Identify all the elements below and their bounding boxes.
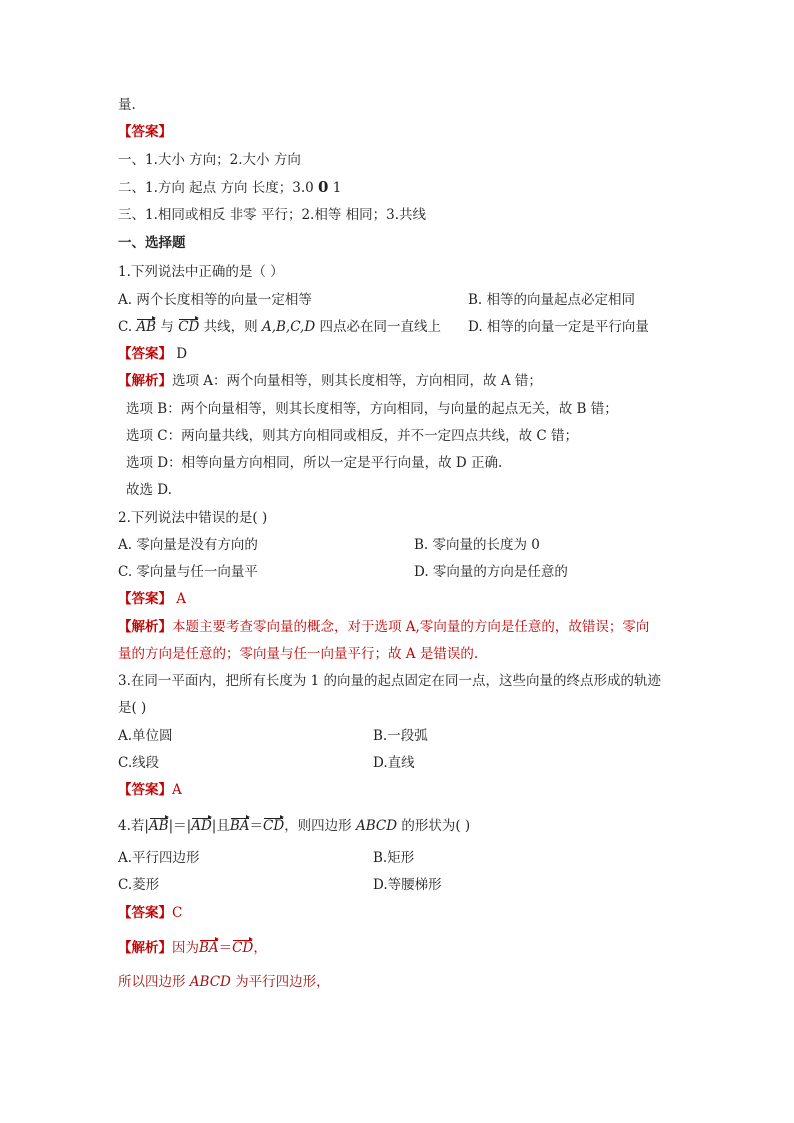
vector-ad: AD (191, 818, 212, 834)
question-1-explanation-3: 选项 C：两向量共线，则其方向相同或相反，并不一定四点共线，故 C 错； (126, 428, 579, 444)
section-title: 一、选择题 (118, 235, 186, 251)
option-b: B.矩形 (373, 850, 415, 866)
question-4-options-row-2 (118, 876, 442, 894)
vector-cd: CD (232, 940, 254, 956)
option-d: D.直线 (373, 755, 415, 771)
question-4-options-row-1 (118, 849, 415, 867)
text-line: 量. (118, 97, 136, 113)
vector-ba: BA (229, 818, 250, 834)
question-3-answer: 【答案】A (118, 782, 182, 798)
question-1-explanation-4: 选项 D：相等向量方向相同，所以一定是平行向量，故 D 正确. (126, 455, 503, 471)
option-b: B. 相等的向量起点必定相同 (468, 292, 636, 308)
question-1-explanation-5: 故选 D. (126, 482, 172, 498)
question-2-stem: 2.下列说法中错误的是( ) (118, 510, 268, 526)
answer-line-1: 一、1.大小 方向；2.大小 方向 (118, 152, 301, 168)
vector-cd: CD (263, 818, 285, 834)
option-c: C. AB 与 CD 共线，则 A,B,C,D 四点必在同一直线上 (118, 319, 441, 335)
option-c: C. 零向量与任一向量平 (118, 564, 258, 580)
option-a: A. 两个长度相等的向量一定相等 (118, 292, 312, 308)
vector-cd: CD (178, 319, 200, 335)
vector-ab: AB (136, 319, 157, 335)
option-b: B.一段弧 (373, 728, 428, 744)
option-c: C.菱形 (118, 877, 160, 893)
question-1-explanation-1: 【解析】选项 A：两个向量相等，则其长度相等，方向相同，故 A 错； (118, 373, 542, 389)
answer-heading: 【答案】 (118, 124, 172, 140)
question-4-stem: 4.若|AB|＝|AD|且BA＝CD，则四边形 ABCD 的形状为( ) (118, 818, 471, 834)
option-d: D. 相等的向量一定是平行向量 (468, 319, 649, 335)
question-2-options-row-2 (118, 563, 568, 581)
question-4-explanation-2: 所以四边形 ABCD 为平行四边形， (118, 974, 330, 990)
question-1-options-row-1 (118, 291, 636, 309)
option-c: C.线段 (118, 755, 160, 771)
question-4-explanation-1: 【解析】因为BA＝CD， (118, 940, 267, 956)
option-b: B. 零向量的长度为 0 (414, 537, 540, 553)
question-1-answer: 【答案】 D (118, 346, 188, 362)
vector-ab: AB (148, 818, 169, 834)
option-a: A. 零向量是没有方向的 (118, 537, 258, 553)
option-a: A.单位圆 (118, 728, 173, 744)
question-2-explanation-1: 【解析】本题主要考查零向量的概念，对于选项 A,零向量的方向是任意的，故错误；零向 (118, 619, 650, 635)
question-1-stem: 1.下列说法中正确的是（ ） (118, 264, 284, 280)
question-3-stem-1: 3.在同一平面内，把所有长度为 1 的向量的起点固定在同一点，这些向量的终点形成的轨迹 (118, 673, 662, 689)
question-1-explanation-2: 选项 B：两个向量相等，则其长度相等，方向相同，与向量的起点无关，故 B 错； (126, 401, 618, 417)
question-3-options-row-2 (118, 754, 415, 772)
vector-ba: BA (199, 940, 219, 956)
question-2-answer: 【答案】 A (118, 591, 187, 607)
option-d: D.等腰梯形 (373, 877, 442, 893)
answer-line-3: 三、1.相同或相反 非零 平行；2.相等 相同；3.共线 (118, 207, 427, 223)
option-d: D. 零向量的方向是任意的 (414, 564, 568, 580)
question-4-answer: 【答案】C (118, 905, 183, 921)
question-3-stem-2: 是( ) (118, 700, 147, 716)
question-1-options-row-2 (118, 318, 649, 336)
question-2-explanation-2: 量的方向是任意的；零向量与任一向量平行；故 A 是错误的. (118, 646, 479, 662)
question-2-options-row-1 (118, 536, 540, 554)
question-3-options-row-1 (118, 727, 428, 745)
option-a: A.平行四边形 (118, 850, 200, 866)
answer-line-2: 二、1.方向 起点 方向 长度；3.0 0 1 (118, 178, 342, 196)
